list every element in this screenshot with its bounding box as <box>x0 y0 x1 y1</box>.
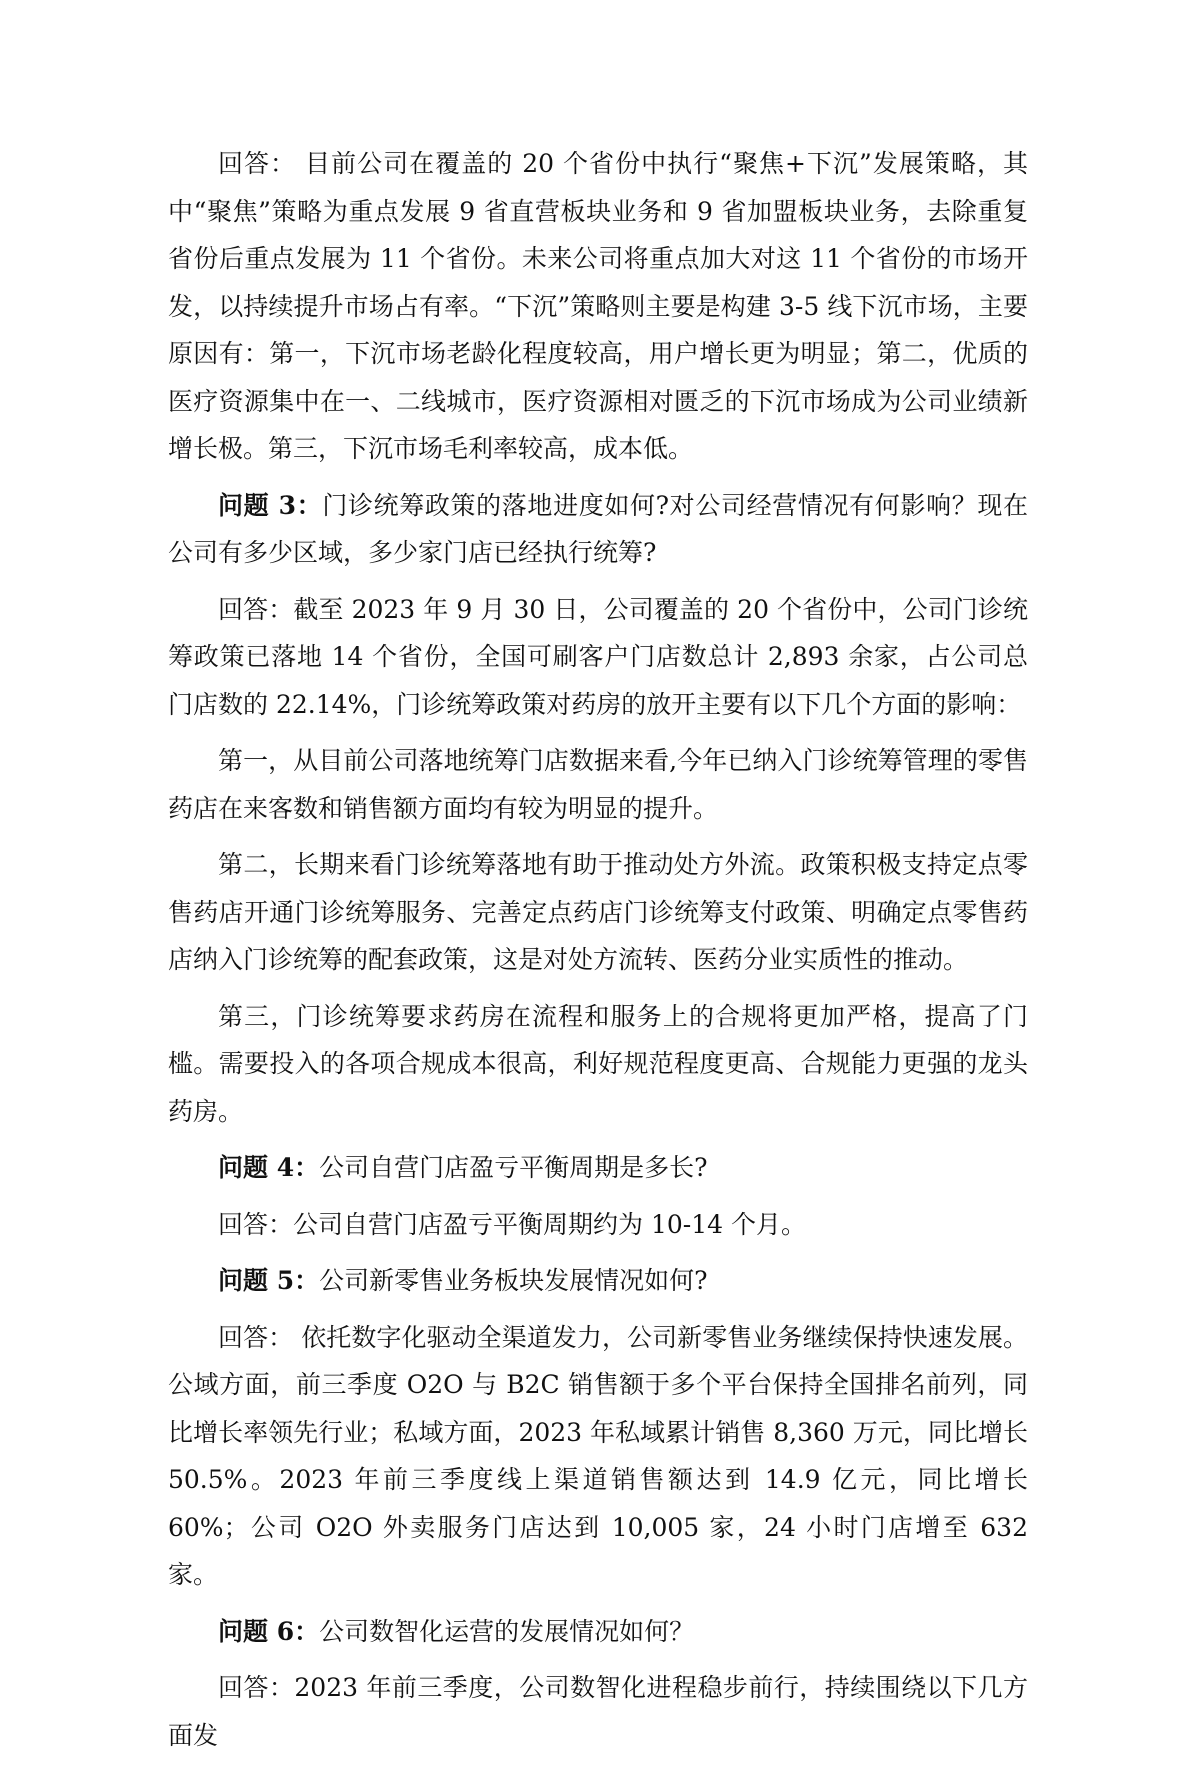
paragraph-text: 回答：截至 2023 年 9 月 30 日，公司覆盖的 20 个省份中，公司门诊统筹政策已落地 14 个省份，全国可刷客户门店数总计 2,893 余家，占公司总门店数的 22.14%，门诊统筹政策对药房的放开主要有以下几个方面的影响： <box>168 594 1028 719</box>
question-text: 公司自营门店盈亏平衡周期是多长? <box>319 1153 708 1182</box>
question-4-paragraph <box>168 1144 1028 1192</box>
answer-3-point-3 <box>168 993 1028 1136</box>
question-text: 公司数智化运营的发展情况如何？ <box>319 1616 695 1646</box>
question-label: 问题 5： <box>218 1266 320 1295</box>
paragraph-text: 第一，从目前公司落地统筹门店数据来看,今年已纳入门诊统筹管理的零售药店在来客数和销售额方面均有较为明显的提升。 <box>168 746 1028 823</box>
document-body <box>168 140 1028 1768</box>
paragraph-text: 回答：公司自营门店盈亏平衡周期约为 10-14 个月。 <box>218 1209 806 1239</box>
paragraph-text: 回答： 目前公司在覆盖的 20 个省份中执行“聚焦+下沉”发展策略，其中“聚焦”策略为重点发展 9 省直营板块业务和 9 省加盟板块业务，去除重复省份后重点发展为 11 个省份。未来公司将重点加大对这 11 个省份的市场开发，以持续提升市场占有率。“下沉”策略则主要是构建 3-5 线下沉市场，主要原因有：第一，下沉市场老龄化程度较高，用户增长更为明显；第二，优质的医疗资源集中在一、二线城市，医疗资源相对匮乏的下沉市场成为公司业绩新增长极。第三，下沉市场毛利率较高，成本低。 <box>168 149 1028 463</box>
answer-paragraph-strategy <box>168 140 1028 473</box>
question-label: 问题 6： <box>218 1616 320 1646</box>
answer-4-paragraph <box>168 1201 1028 1249</box>
question-5-paragraph <box>168 1257 1028 1305</box>
question-3-paragraph <box>168 482 1028 577</box>
paragraph-text: 回答：2023 年前三季度，公司数智化进程稳步前行，持续围绕以下几方面发 <box>168 1673 1028 1750</box>
paragraph-text: 第二，长期来看门诊统筹落地有助于推动处方外流。政策积极支持定点零售药店开通门诊统筹服务、完善定点药店门诊统筹支付政策、明确定点零售药店纳入门诊统筹的配套政策，这是对处方流转、医药分业实质性的推动。 <box>168 850 1028 974</box>
question-text: 公司新零售业务板块发展情况如何? <box>319 1266 708 1295</box>
question-label: 问题 4： <box>218 1153 320 1182</box>
question-label: 问题 3： <box>218 490 323 520</box>
paragraph-text: 回答： 依托数字化驱动全渠道发力，公司新零售业务继续保持快速发展。公域方面，前三季度 O2O 与 B2C 销售额于多个平台保持全国排名前列，同比增长率领先行业；私域方面，2023 年私域累计销售 8,360 万元，同比增长 50.5%。2023 年前三季度线上渠道销售额达到 14.9 亿元，同比增长 60%；公司 O2O 外卖服务门店达到 10,005 家，24 小时门店增至 632 家。 <box>168 1322 1028 1589</box>
answer-5-paragraph <box>168 1314 1028 1599</box>
answer-6-paragraph <box>168 1664 1028 1759</box>
answer-3-point-1 <box>168 737 1028 832</box>
question-6-paragraph <box>168 1608 1028 1656</box>
answer-3-paragraph <box>168 586 1028 729</box>
answer-3-point-2 <box>168 841 1028 984</box>
question-text: 门诊统筹政策的落地进度如何?对公司经营情况有何影响？现在公司有多少区域，多少家门店已经执行统筹? <box>168 490 1029 567</box>
paragraph-text: 第三，门诊统筹要求药房在流程和服务上的合规将更加严格，提高了门槛。需要投入的各项合规成本很高，利好规范程度更高、合规能力更强的龙头药房。 <box>168 1001 1028 1126</box>
